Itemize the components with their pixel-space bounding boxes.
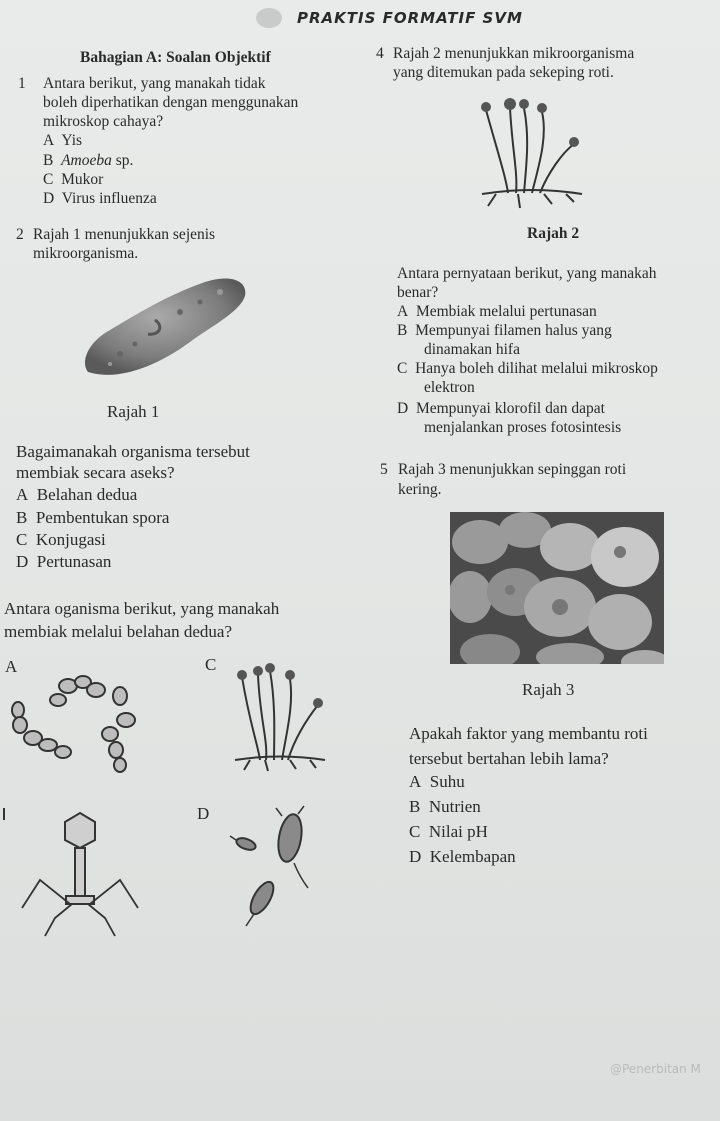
q4-option-d[interactable]: D Mempunyai klorofil dan dapat — [397, 400, 605, 417]
q5-stem-2: kering. — [398, 481, 442, 498]
bacteriophage-figure — [20, 808, 150, 938]
section-title: Bahagian A: Soalan Objektif — [80, 49, 271, 66]
q1-number: 1 — [18, 75, 26, 92]
dried-bread-photo — [450, 512, 664, 664]
q3-label-b-fragment — [3, 808, 5, 820]
q5-option-a[interactable]: A Suhu — [409, 772, 465, 791]
yeast-figure — [8, 670, 168, 775]
q2-option-b[interactable]: B Pembentukan spora — [16, 508, 170, 527]
q2-stem-2: mikroorganisma. — [33, 245, 139, 262]
q4-number: 4 — [376, 45, 384, 62]
q3-label-a[interactable]: A — [5, 657, 18, 676]
q2-question-2: membiak secara aseks? — [16, 463, 175, 482]
q2-option-a[interactable]: A Belahan dedua — [16, 485, 138, 504]
q3-question-1: Antara oganisma berikut, yang manakah — [4, 599, 280, 618]
q4-stem-2: yang ditemukan pada sekeping roti. — [393, 64, 614, 81]
q4-option-a[interactable]: A Membiak melalui pertunasan — [397, 303, 597, 320]
q3-label-d[interactable]: D — [197, 804, 210, 823]
page-title: PRAKTIS FORMATIF SVM — [297, 9, 523, 27]
q1-stem-3: mikroskop cahaya? — [43, 113, 164, 130]
mucor-figure-c — [230, 665, 330, 775]
header-logo — [256, 8, 282, 28]
q4-option-b-line2: dinamakan hifa — [424, 341, 520, 358]
q2-stem-1: Rajah 1 menunjukkan sejenis — [33, 226, 216, 243]
q1-option-b[interactable]: B Amoeba sp. — [43, 152, 134, 169]
q4-question-2: benar? — [397, 284, 439, 301]
publisher-watermark: @Penerbitan M — [610, 1062, 701, 1076]
rajah3-label: Rajah 3 — [522, 680, 575, 699]
bacteria-figure — [232, 808, 322, 933]
paramecium-figure — [80, 272, 250, 384]
q5-option-c[interactable]: C Nilai pH — [409, 822, 488, 841]
q4-option-c[interactable]: C Hanya boleh dilihat melalui mikroskop — [397, 360, 658, 377]
q3-question-2: membiak melalui belahan dedua? — [4, 622, 232, 641]
q5-number: 5 — [380, 461, 388, 478]
q1-option-a[interactable]: A Yis — [43, 132, 83, 149]
q2-option-c[interactable]: C Konjugasi — [16, 530, 106, 549]
q4-stem-1: Rajah 2 menunjukkan mikroorganisma — [393, 45, 635, 62]
q5-question-2: tersebut bertahan lebih lama? — [409, 749, 609, 768]
rajah1-label: Rajah 1 — [107, 402, 160, 421]
q3-label-c[interactable]: C — [205, 655, 217, 674]
q2-question-1: Bagaimanakah organisma tersebut — [16, 442, 250, 461]
mucor-figure-rajah2 — [478, 98, 586, 210]
q1-option-c[interactable]: C Mukor — [43, 171, 104, 188]
q1-option-d[interactable]: D Virus influenza — [43, 190, 157, 207]
q5-option-d[interactable]: D Kelembapan — [409, 847, 516, 866]
q2-number: 2 — [16, 226, 24, 243]
q4-option-c-line2: elektron — [424, 379, 475, 396]
q5-question-1: Apakah faktor yang membantu roti — [409, 724, 648, 743]
q4-option-d-line2: menjalankan proses fotosintesis — [424, 419, 622, 436]
q5-stem-1: Rajah 3 menunjukkan sepinggan roti — [398, 461, 627, 478]
q1-stem-2: boleh diperhatikan dengan menggunakan — [43, 94, 299, 111]
rajah2-label: Rajah 2 — [527, 225, 580, 242]
q4-question-1: Antara pernyataan berikut, yang manakah — [397, 265, 657, 282]
q1-stem-1: Antara berikut, yang manakah tidak — [43, 75, 266, 92]
q4-option-b[interactable]: B Mempunyai filamen halus yang — [397, 322, 612, 339]
q2-option-d[interactable]: D Pertunasan — [16, 552, 112, 571]
q5-option-b[interactable]: B Nutrien — [409, 797, 481, 816]
